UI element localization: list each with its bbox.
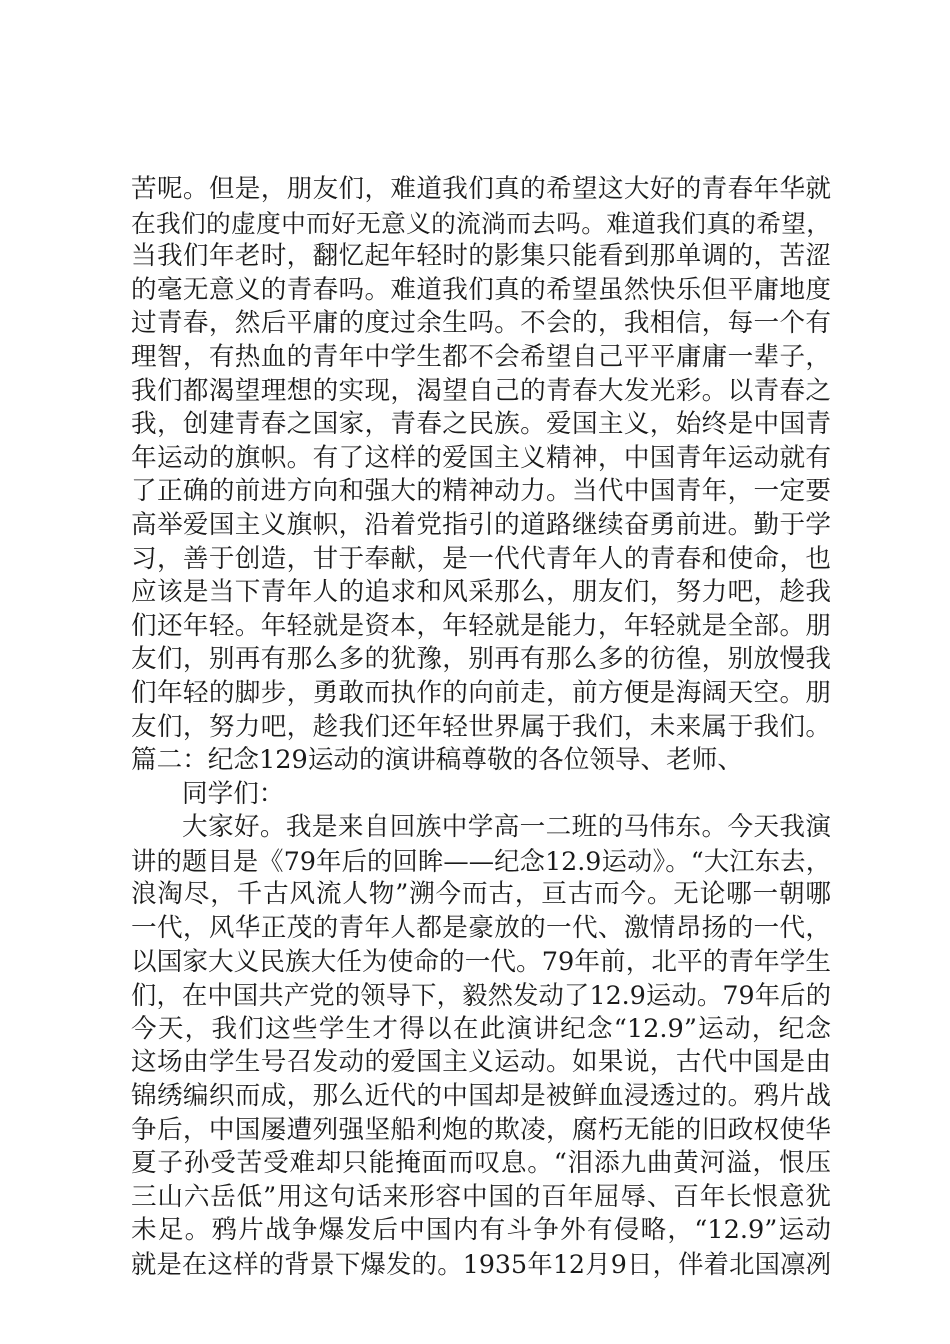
text-line: 浪淘尽，千古风流人物”溯今而古，亘古而今。无论哪一朝哪 [131, 879, 831, 910]
text-line: 的毫无意义的青春吗。难道我们真的希望虽然快乐但平庸地度 [131, 274, 831, 305]
text-line: 过青春，然后平庸的度过余生吗。不会的，我相信，每一个有 [131, 308, 831, 339]
text-line: 就是在这样的背景下爆发的。1935年12月9日，伴着北国凛冽 [131, 1250, 831, 1279]
text-line: 篇二：纪念129运动的演讲稿尊敬的各位领导、老师、 [131, 745, 743, 776]
text-line: 我，创建青春之国家，青春之民族。爱国主义，始终是中国青 [131, 409, 831, 440]
text-line: 应该是当下青年人的追求和风采那么，朋友们，努力吧，趁我 [131, 577, 831, 608]
text-line: 友们，努力吧，趁我们还年轻世界属于我们，未来属于我们。 [131, 711, 831, 742]
document-body [131, 173, 831, 1282]
text-line: 了正确的前进方向和强大的精神动力。当代中国青年，一定要 [131, 476, 831, 507]
text-line: 这场由学生号召发动的爱国主义运动。如果说，古代中国是由 [131, 1047, 831, 1078]
text-line: 未足。鸦片战争爆发后中国内有斗争外有侵略，“12.9”运动 [131, 1215, 831, 1246]
text-line: 同学们： [182, 778, 285, 809]
text-line: 们还年轻。年轻就是资本，年轻就是能力，年轻就是全部。朋 [131, 610, 831, 641]
text-line: 争后，中国屡遭列强坚船利炮的欺凌，腐朽无能的旧政权使华 [131, 1114, 831, 1145]
text-line: 高举爱国主义旗帜，沿着党指引的道路继续奋勇前进。勤于学 [131, 509, 831, 540]
text-line: 今天，我们这些学生才得以在此演讲纪念“12.9”运动，纪念 [131, 1013, 831, 1044]
text-line: 一代，风华正茂的青年人都是豪放的一代、激情昂扬的一代， [131, 913, 831, 944]
text-line: 夏子孙受苦受难却只能掩面而叹息。“泪添九曲黄河溢，恨压 [131, 1148, 831, 1179]
text-line: 讲的题目是《79年后的回眸——纪念12.9运动》。“大江东去， [131, 846, 831, 876]
text-line: 们，在中国共产党的领导下，毅然发动了12.9运动。79年后的 [131, 981, 831, 1011]
text-line: 以国家大义民族大任为使命的一代。79年前，北平的青年学生 [131, 946, 831, 977]
text-line: 我们都渴望理想的实现，渴望自己的青春大发光彩。以青春之 [131, 375, 831, 406]
text-line: 苦呢。但是，朋友们，难道我们真的希望这大好的青春年华就 [131, 174, 831, 204]
text-line: 锦绣编织而成，那么近代的中国却是被鲜血浸透过的。鸦片战 [131, 1081, 831, 1112]
text-line: 理智，有热血的青年中学生都不会希望自己平平庸庸一辈子， [131, 341, 831, 372]
text-line: 习，善于创造，甘于奉献，是一代代青年人的青春和使命，也 [131, 543, 831, 574]
text-line: 大家好。我是来自回族中学高一二班的马伟东。今天我演 [182, 812, 831, 843]
text-line: 友们，别再有那么多的犹豫，别再有那么多的彷徨，别放慢我 [131, 644, 831, 675]
text-line: 三山六岳低”用这句话来形容中国的百年屈辱、百年长恨意犹 [131, 1181, 831, 1212]
text-line: 年运动的旗帜。有了这样的爱国主义精神，中国青年运动就有 [131, 442, 831, 473]
text-line: 在我们的虚度中而好无意义的流淌而去吗。难道我们真的希望， [131, 208, 831, 238]
text-line: 们年轻的脚步，勇敢而执作的向前走，前方便是海阔天空。朋 [131, 677, 831, 708]
text-line: 当我们年老时，翻忆起年轻时的影集只能看到那单调的，苦涩 [131, 241, 831, 272]
